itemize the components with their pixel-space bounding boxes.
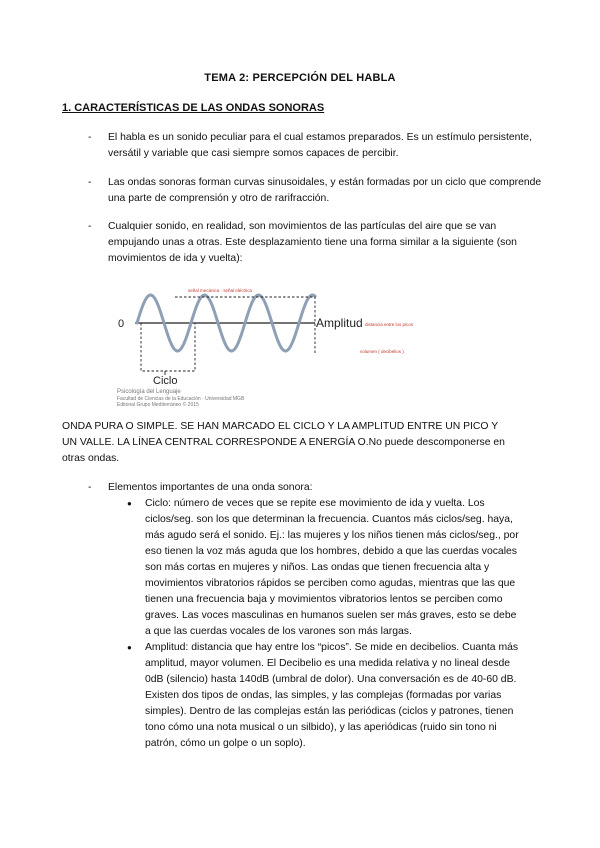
bullet-item [88, 219, 548, 267]
amplitude-label: Amplitud [316, 316, 363, 330]
wave-diagram [115, 283, 445, 393]
sub-item-text: Amplitud: distancia que hay entre los “picos”. Se mide en decibelios. Cuanta más amplitud, mayor volumen. El Decibelio es una medida relativa y no lineal desde 0dB (silencio) hasta 140dB (umbral de dolor). Una conversación es de 40-60 dB. Existen dos tipos de ondas, las simples, y las complejas (formadas por varias simples). Dentro de las complejas están las periódicas (ciclos y patrones, tienen tono cómo una nota musical o un silbido), y las aperiódicas (ruido sin tono ni patrón, cómo un golpe o un soplo). [145, 642, 519, 749]
bullet-text: Elementos importantes de una onda sonora: [108, 482, 313, 493]
volume-note: volumen ( decibelios ) [360, 349, 404, 354]
list-item [127, 640, 525, 752]
sine-wave-figure [115, 283, 445, 393]
bullet-dash: - [88, 132, 92, 143]
bullet-text: El habla es un sonido peculiar para el cual estamos preparados. Es un estímulo persistente, versátil y variable que casi siempre somos capaces de percibir. [108, 132, 532, 159]
bullet-dash: - [88, 221, 92, 232]
amplitude-note: distancia entre los picos [365, 322, 414, 327]
bullet-item [88, 480, 548, 496]
bullet-item [88, 130, 548, 162]
credit-line: Editorial Grupo Mediterráneo © 2015 [117, 402, 199, 408]
bullet-dash: - [88, 177, 92, 188]
credit-line: Psicología del Lenguaje [117, 389, 181, 395]
onda-paragraph: ONDA PURA O SIMPLE. SE HAN MARCADO EL CICLO Y LA AMPLITUD ENTRE UN PICO Y UN VALLE. LA LÍNEA CENTRAL CORRESPONDE A ENERGÍA O.No puede descomponerse en otras ondas. [62, 421, 505, 464]
bullet-text: Las ondas sonoras forman curvas sinusoidales, y están formadas por un ciclo que comprende una parte de comprensión y otro de rarifracción. [108, 177, 542, 204]
page-title: TEMA 2: PERCEPCIÓN DEL HABLA [204, 72, 396, 84]
sub-item-text: Ciclo: número de veces que se repite ese movimiento de ida y vuelta. Los ciclos/seg. son los que determinan la frecuencia. Cuantos más ciclos/seg. haya, más agudo será el sonido. Ej.: las mujeres y los niños tienen más ciclos/seg., por eso tienen la voz más aguda que los hombres, debido a que las cuerdas vocales son más cortas en mujeres y niños. Las ondas que tienen frecuencia alta y movimientos vibratorios rápidos se perciben como agudas, mientras que las que tienen una frecuencia baja y movimientos vibratorios lentos se perciben como graves. Las voces masculinas en humanos suelen ser más graves, esto se debe a que las cuerdas vocales de los varones son más largas. [145, 498, 519, 637]
bullet-dot: ● [127, 643, 132, 652]
bullet-dash: - [88, 482, 92, 493]
cycle-bracket [141, 323, 195, 371]
bullet-item [88, 175, 548, 207]
credit-line: Facultad de Ciencias de la Educación · Universidad MGB [117, 396, 245, 402]
section-heading: 1. CARACTERÍSTICAS DE LAS ONDAS SONORAS [62, 102, 325, 114]
bullet-dot: ● [127, 499, 132, 508]
cycle-label: Ciclo [153, 375, 178, 387]
signal-note: señal mecánica · señal eléctrica [188, 288, 253, 293]
bullet-text: Cualquier sonido, en realidad, son movimientos de las partículas del aire que se van empujando unas a otras. Este desplazamiento tiene una forma similar a la siguiente (son movimientos de ida y vuelta): [108, 221, 517, 264]
zero-label: 0 [118, 318, 125, 330]
list-item [127, 496, 525, 640]
